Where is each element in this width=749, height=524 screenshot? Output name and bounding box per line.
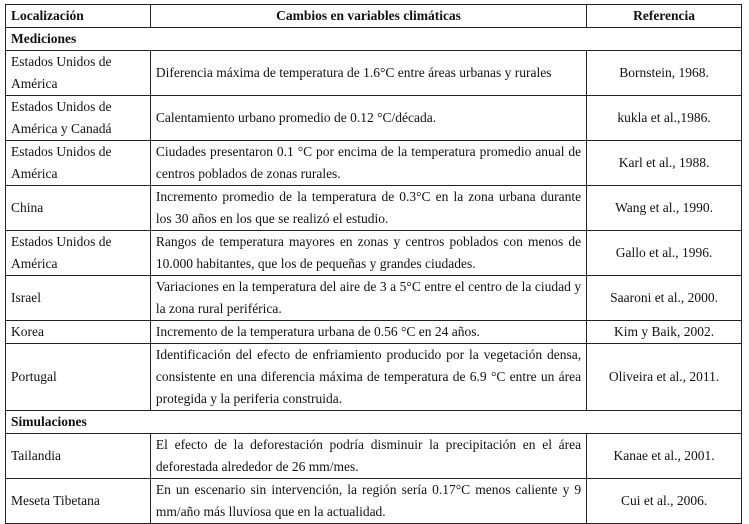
section-row <box>6 411 742 434</box>
header-row <box>6 5 742 28</box>
location-cell: China <box>6 186 151 231</box>
table-row <box>6 344 742 411</box>
climate-change-table <box>5 4 742 524</box>
location-cell: Portugal <box>6 344 151 411</box>
reference-cell: Cui et al., 2006. <box>587 479 742 524</box>
section-title-simulaciones: Simulaciones <box>6 411 742 434</box>
reference-cell: Saaroni et al., 2000. <box>587 276 742 321</box>
reference-cell: Wang et al., 1990. <box>587 186 742 231</box>
change-cell: Incremento de la temperatura urbana de 0.56 °C en 24 años. <box>150 321 586 344</box>
location-cell: Meseta Tibetana <box>6 479 151 524</box>
table-row <box>6 186 742 231</box>
table-row <box>6 51 742 96</box>
table-row <box>6 141 742 186</box>
location-cell: Korea <box>6 321 151 344</box>
section-title-mediciones: Mediciones <box>6 28 742 51</box>
reference-cell: Kanae et al., 2001. <box>587 434 742 479</box>
change-cell: Identificación del efecto de enfriamiento producido por la vegetación densa, consistente en una diferencia máxima de temperatura de 6.9 °C entre un área protegida y la periferia construida. <box>150 344 586 411</box>
change-cell: Variaciones en la temperatura del aire de 3 a 5°C entre el centro de la ciudad y la zona rural periférica. <box>150 276 586 321</box>
location-cell: Tailandia <box>6 434 151 479</box>
change-cell: Incremento promedio de la temperatura de 0.3°C en la zona urbana durante los 30 años en los que se realizó el estudio. <box>150 186 586 231</box>
table-row <box>6 276 742 321</box>
change-cell: Ciudades presentaron 0.1 °C por encima de la temperatura promedio anual de centros poblados de zonas rurales. <box>150 141 586 186</box>
change-cell: El efecto de la deforestación podría disminuir la precipitación en el área deforestada alrededor de 26 mm/mes. <box>150 434 586 479</box>
change-cell: En un escenario sin intervención, la región sería 0.17°C menos caliente y 9 mm/año más lluviosa que en la actualidad. <box>150 479 586 524</box>
reference-cell: Gallo et al., 1996. <box>587 231 742 276</box>
header-changes: Cambios en variables climáticas <box>150 5 586 28</box>
header-location: Localización <box>6 5 151 28</box>
table-row <box>6 479 742 524</box>
reference-cell: kukla et al.,1986. <box>587 96 742 141</box>
change-cell: Diferencia máxima de temperatura de 1.6°C entre áreas urbanas y rurales <box>150 51 586 96</box>
change-cell: Rangos de temperatura mayores en zonas y centros poblados con menos de 10.000 habitantes, que los de pequeñas y grandes ciudades. <box>150 231 586 276</box>
reference-cell: Bornstein, 1968. <box>587 51 742 96</box>
table-row <box>6 321 742 344</box>
section-row <box>6 28 742 51</box>
location-cell: Estados Unidos de América <box>6 141 151 186</box>
location-cell: Estados Unidos de América <box>6 231 151 276</box>
table-row <box>6 434 742 479</box>
table-row <box>6 96 742 141</box>
change-cell: Calentamiento urbano promedio de 0.12 °C/década. <box>150 96 586 141</box>
reference-cell: Karl et al., 1988. <box>587 141 742 186</box>
location-cell: Israel <box>6 276 151 321</box>
table-row <box>6 231 742 276</box>
header-reference: Referencia <box>587 5 742 28</box>
reference-cell: Kim y Baik, 2002. <box>587 321 742 344</box>
location-cell: Estados Unidos de América y Canadá <box>6 96 151 141</box>
reference-cell: Oliveira et al., 2011. <box>587 344 742 411</box>
location-cell: Estados Unidos de América <box>6 51 151 96</box>
